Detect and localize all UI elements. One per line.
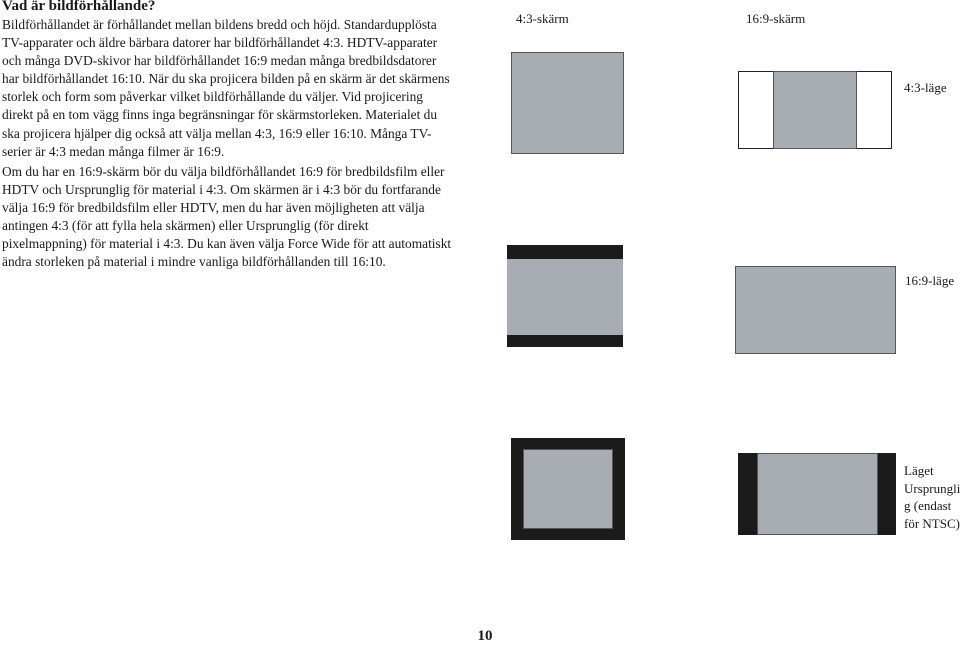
paragraph-line: HDTV och Ursprunglig för material i 4:3. Om skärmen är i 4:3 bör du fortfarande — [2, 182, 441, 198]
paragraph-line: ändra storleken på material i mindre vanliga bildförhållanden till 16:10. — [2, 254, 386, 270]
row-label-line: Ursprungli — [904, 480, 960, 496]
page-heading: Vad är bildförhållande? — [2, 0, 156, 14]
paragraph-line: välja 16:9 för bredbildsfilm eller HDTV, men du har även möjligheten att välja — [2, 200, 425, 216]
row-label-169-mode: 16:9-läge — [905, 273, 955, 288]
paragraph-line: TV-apparater och äldre bärbara datorer har bildförhållandet 4:3. HDTV-apparater — [2, 35, 438, 51]
paragraph-line: ska projicera hjälper dig också att välja mellan 4:3, 16:9 eller 16:10. Många TV- — [2, 125, 432, 141]
picture-native-pillarbox — [757, 453, 878, 535]
column-label-43-screen: 4:3-skärm — [516, 11, 569, 26]
row-label-43-mode: 4:3-läge — [904, 80, 947, 95]
letterbox-bar-top — [507, 245, 623, 259]
row-label-line: Läget — [904, 463, 934, 478]
paragraph-line: direkt på en tom vägg finns inga begränsningar för skärmstorleken. Materialet du — [2, 107, 438, 123]
screen-43-mode-169 — [507, 245, 623, 347]
paragraph-line: och många DVD-skivor har bildförhållandet 16:9 medan många bredbildsdatorer — [2, 53, 437, 69]
screen-advice-paragraph — [2, 163, 476, 272]
screen-169-mode-169 — [735, 266, 896, 354]
picture-native-windowbox — [523, 449, 613, 529]
screen-43-mode-43 — [511, 52, 624, 154]
paragraph-line: har bildförhållandet 16:10. När du ska projicera bilden på en skärm är det skärmens — [2, 71, 450, 87]
paragraph-line: storlek och form som påverkar vilket bildförhållande du väljer. Vid projicering — [2, 89, 424, 105]
row-label-native-mode — [904, 462, 960, 532]
row-label-line: för NTSC) — [904, 515, 960, 531]
paragraph-line: serier är 4:3 medan många filmer är 16:9. — [2, 143, 225, 159]
letterbox-bar-bottom — [507, 335, 623, 347]
paragraph-line: pixelmappning) för material i 4:3. Du kan även välja Force Wide för att automatiskt — [2, 236, 452, 252]
intro-paragraph — [2, 16, 476, 161]
picture-43-pillarbox — [773, 71, 857, 149]
column-label-169-screen: 16:9-skärm — [746, 11, 806, 26]
row-label-line: g (endast — [904, 498, 952, 513]
screen-169-mode-native — [738, 453, 896, 535]
page-number: 10 — [477, 628, 493, 644]
paragraph-line: Bildförhållandet är förhållandet mellan bildens bredd och höjd. Standardupplösta — [2, 17, 437, 32]
paragraph-line: antingen 4:3 (för att fylla hela skärmen) eller Ursprunglig (för direkt — [2, 218, 369, 234]
paragraph-line: Om du har en 16:9-skärm bör du välja bildförhållandet 16:9 för bredbildsfilm eller — [2, 164, 445, 179]
screen-169-mode-43 — [738, 71, 892, 149]
screen-43-mode-native — [511, 438, 625, 540]
